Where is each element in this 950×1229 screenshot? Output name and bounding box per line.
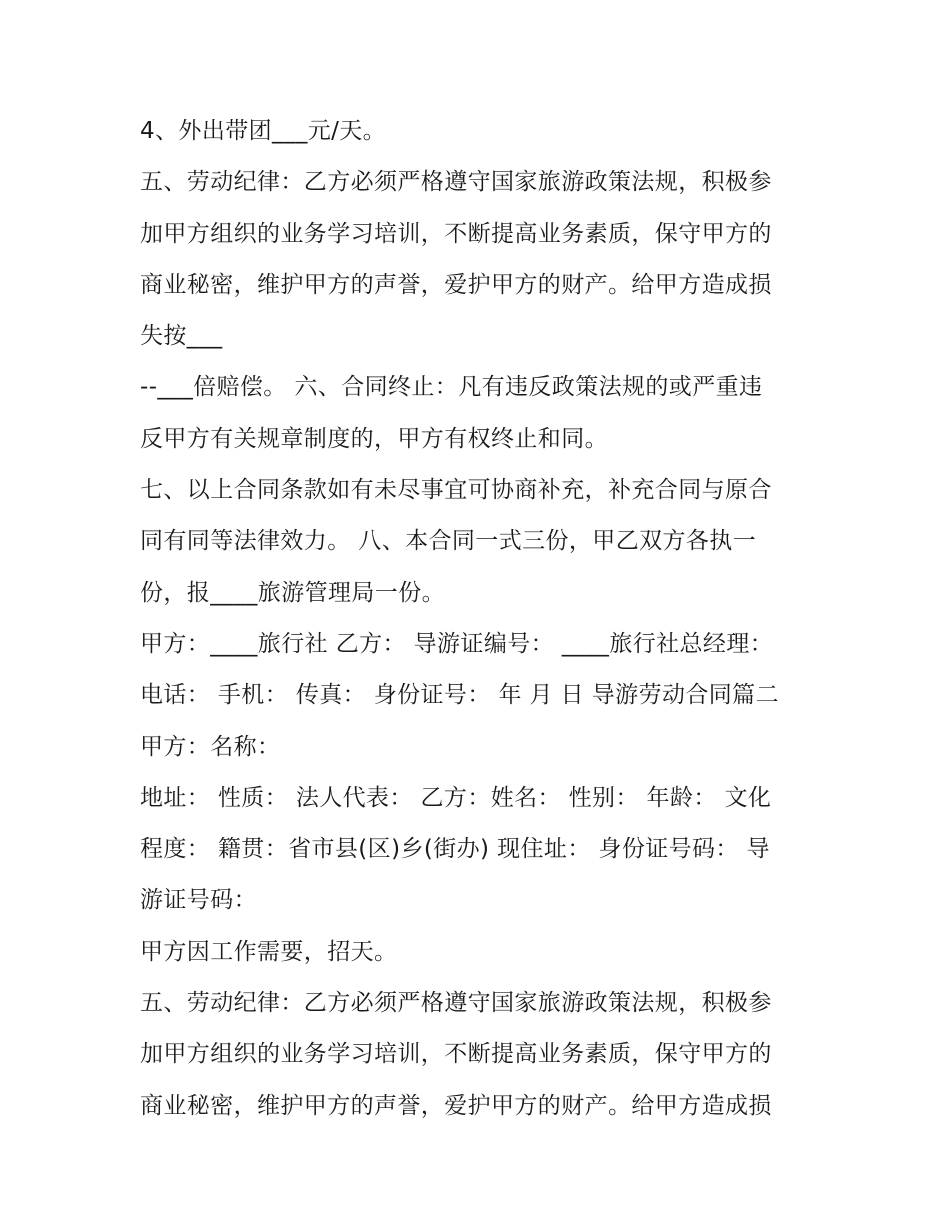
document-body — [140, 106, 820, 1132]
text-line: 4、外出带团___元/天。 — [140, 118, 387, 144]
text-line: 七、以上合同条款如有未尽事宜可协商补充，补充合同与原合 — [140, 477, 772, 504]
text-line: 加甲方组织的业务学习培训，不断提高业务素质，保守甲方的 — [140, 1041, 772, 1068]
text-line: 加甲方组织的业务学习培训，不断提高业务素质，保守甲方的 — [140, 220, 772, 247]
text-line: 游证号码： — [140, 887, 257, 914]
text-line: 五、劳动纪律：乙方必须严格遵守国家旅游政策法规，积极参 — [140, 169, 772, 196]
text-line: 反甲方有关规章制度的，甲方有权终止和同。 — [140, 425, 608, 452]
text-line: 地址： 性质： 法人代表： 乙方：姓名： 性别： 年龄： 文化 — [140, 784, 772, 811]
text-line: 商业秘密，维护甲方的声誉，爱护甲方的财产。给甲方造成损 — [140, 271, 772, 298]
text-line: 失按___ — [140, 323, 223, 350]
text-line: 商业秘密，维护甲方的声誉，爱护甲方的财产。给甲方造成损 — [140, 1092, 772, 1119]
text-line: --___倍赔偿。 六、合同终止：凡有违反政策法规的或严重违 — [140, 374, 763, 401]
text-line: 甲方：____旅行社 乙方： 导游证编号： ____旅行社总经理： — [140, 630, 774, 657]
text-line: 甲方因工作需要，招天。 — [140, 938, 398, 965]
text-line: 同有同等法律效力。 八、本合同一式三份，甲乙双方各执一 — [140, 528, 757, 555]
text-line: 程度： 籍贯：省市县(区)乡(街办) 现住址： 身份证号码： 导 — [140, 836, 770, 863]
text-line: 份，报____旅游管理局一份。 — [140, 579, 445, 606]
text-line: 五、劳动纪律：乙方必须严格遵守国家旅游政策法规，积极参 — [140, 990, 772, 1017]
text-line: 电话： 手机： 传真： 身份证号： 年 月 日 导游劳动合同篇二 — [140, 682, 779, 709]
text-line: 甲方：名称： — [140, 733, 281, 760]
